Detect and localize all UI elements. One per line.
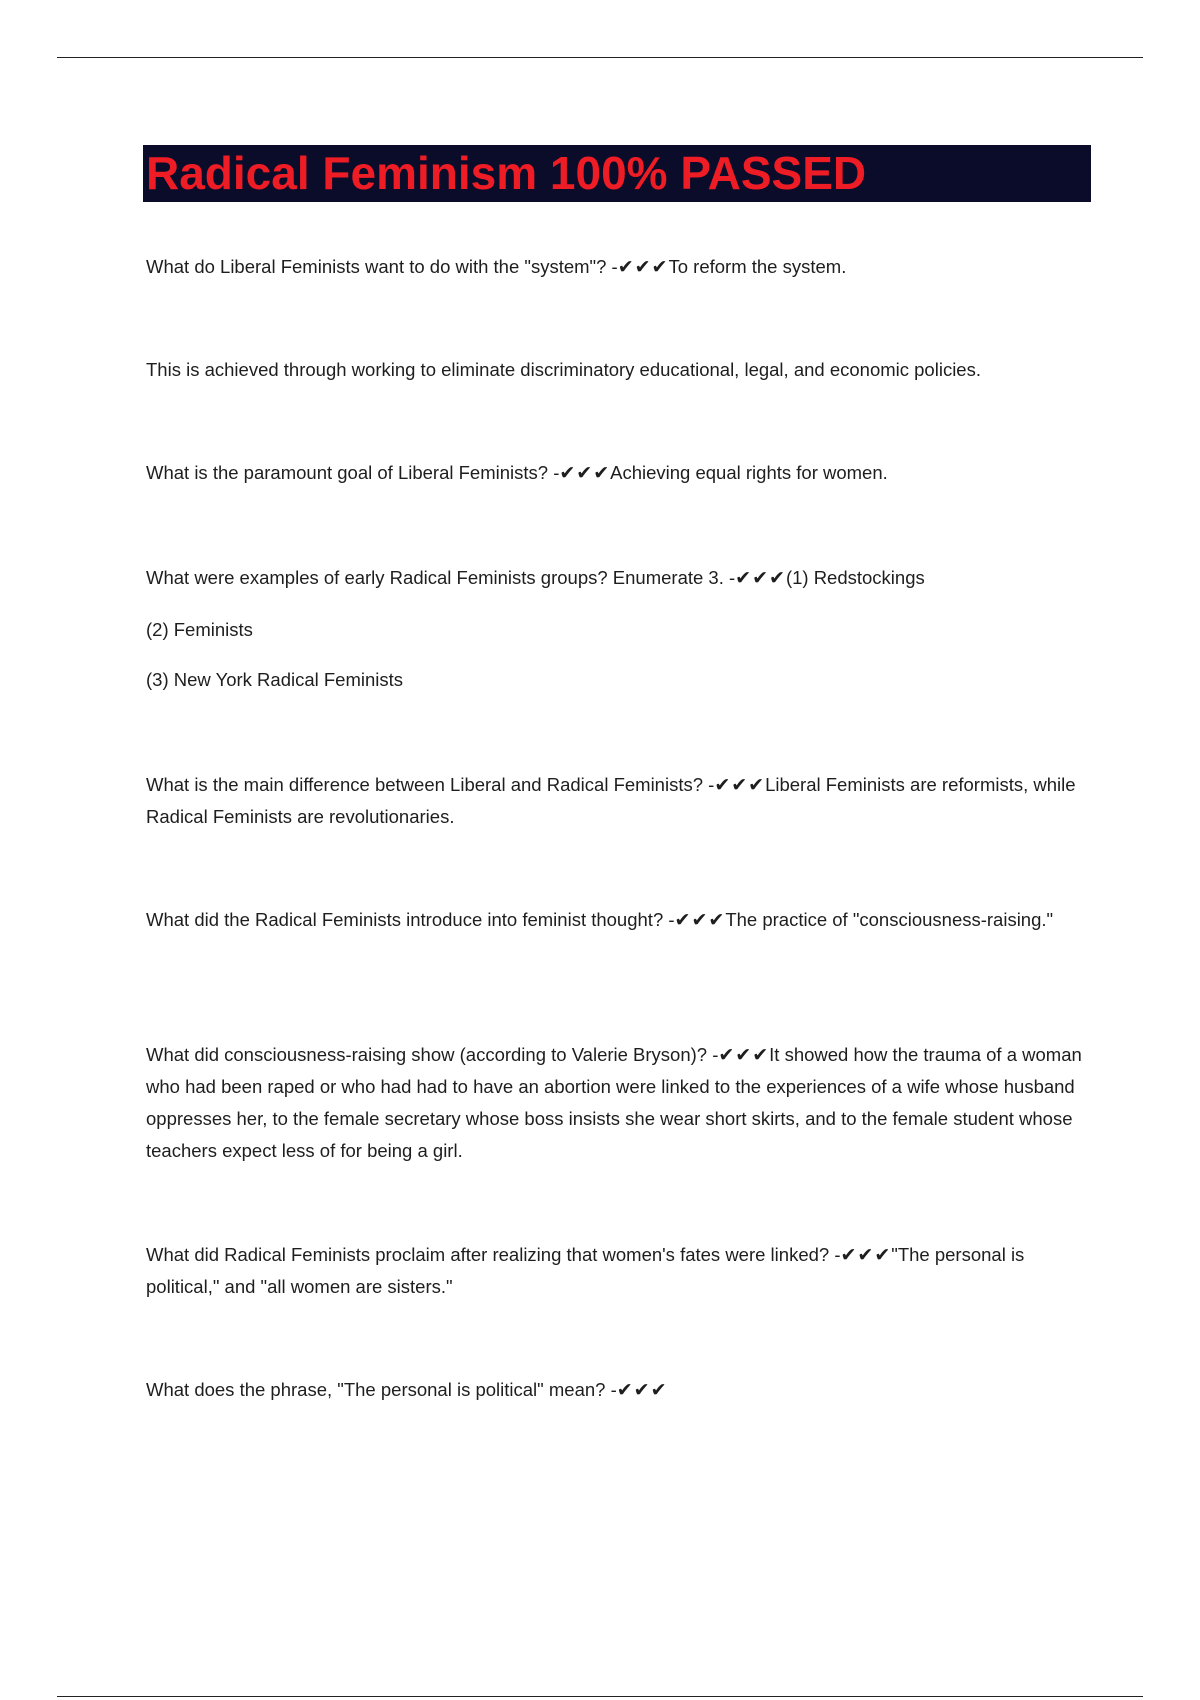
top-divider: [57, 57, 1143, 58]
question-text: What were examples of early Radical Feminists groups? Enumerate 3. -: [146, 567, 736, 588]
answer-text: Liberal Feminists are reformists, while Radical Feminists are revolutionaries.: [146, 774, 1076, 827]
check-marks-icon: ✔✔✔: [617, 256, 669, 278]
qa-item: [146, 562, 1091, 594]
list-item-text: (3) New York Radical Feminists: [146, 669, 404, 690]
answer-text: "The personal is political," and "all women are sisters.": [146, 1244, 1025, 1297]
question-text: What does the phrase, "The personal is political" mean? -: [146, 1379, 617, 1400]
bottom-divider: [57, 1696, 1143, 1697]
answer-text: (1) Redstockings: [785, 567, 925, 588]
qa-item: [146, 1374, 1091, 1406]
question-text: What did Radical Feminists proclaim after realizing that women's fates were linked? -: [146, 1244, 841, 1265]
check-marks-icon: ✔✔✔: [718, 1044, 770, 1066]
check-marks-icon: ✔✔✔: [674, 909, 726, 931]
check-marks-icon: ✔✔✔: [840, 1244, 892, 1266]
question-text: What did consciousness-raising show (according to Valerie Bryson)? -: [146, 1044, 719, 1065]
qa-item: [146, 1239, 1091, 1303]
question-text: What did the Radical Feminists introduce into feminist thought? -: [146, 909, 675, 930]
check-marks-icon: ✔✔✔: [559, 462, 611, 484]
body-paragraph: [146, 354, 1091, 386]
paragraph-text: This is achieved through working to eliminate discriminatory educational, legal, and economic policies.: [146, 359, 981, 380]
title-banner: [143, 145, 1091, 202]
answer-text: It showed how the trauma of a woman who had been raped or who had had to have an abortion were linked to the experiences of a wife whose husband oppresses her, to the female secretary whose boss insists she wear short skirts, and to the female student whose teachers expect less of for being a girl.: [146, 1044, 1082, 1161]
qa-item: [146, 457, 1091, 489]
question-text: What is the paramount goal of Liberal Feminists? -: [146, 462, 560, 483]
question-text: What is the main difference between Liberal and Radical Feminists? -: [146, 774, 715, 795]
answer-text: The practice of "consciousness-raising.": [725, 909, 1054, 930]
check-marks-icon: ✔✔✔: [735, 567, 786, 589]
check-marks-icon: ✔✔✔: [714, 774, 766, 796]
qa-item: [146, 769, 1091, 833]
list-item: [146, 614, 1091, 646]
answer-text: To reform the system.: [668, 256, 847, 277]
qa-item: [146, 904, 1091, 936]
check-marks-icon: ✔✔✔: [616, 1379, 668, 1401]
qa-item: [146, 1039, 1091, 1167]
question-text: What do Liberal Feminists want to do with the "system"? -: [146, 256, 618, 277]
answer-text: Achieving equal rights for women.: [610, 462, 888, 483]
list-item: [146, 664, 1091, 696]
document-title: Radical Feminism 100% PASSED: [146, 147, 867, 199]
qa-item: [146, 251, 1091, 283]
list-item-text: (2) Feminists: [146, 619, 253, 640]
